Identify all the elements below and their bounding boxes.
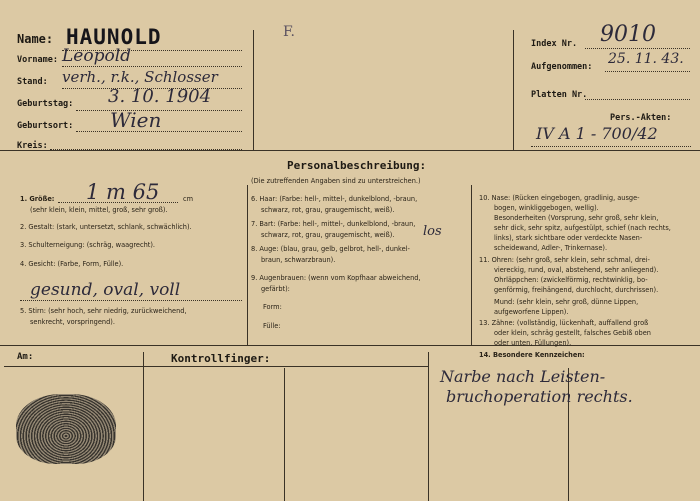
geburtsort-label: Geburtsort:	[17, 121, 74, 131]
divider	[4, 366, 428, 367]
vorname-label: Vorname:	[17, 55, 58, 65]
gesicht-value: gesund, oval, voll	[30, 280, 181, 300]
groesse-line	[58, 202, 178, 203]
brauen-text-2: gefärbt):	[261, 285, 290, 293]
brauen-fuelle: Fülle:	[263, 322, 281, 330]
ohren-text-3: Ohrläppchen: (zwickelförmig, rechtwinklig, bo-	[494, 276, 648, 284]
divider	[0, 150, 700, 151]
bart-text-2: schwarz, rot, grau, graugemischt, weiß).	[261, 231, 395, 239]
mund-text-2: aufgeworfene Lippen).	[494, 308, 569, 316]
narbe-text-2: bruchoperation rechts.	[446, 387, 633, 406]
auge-text-2: braun, schwarzbraun).	[261, 256, 336, 264]
haar-text-1: 6. Haar: (Farbe: hell-, mittel-, dunkelblond, -braun,	[251, 195, 418, 203]
index-line	[585, 48, 690, 49]
divider	[428, 352, 429, 501]
divider	[143, 352, 144, 501]
bart-text-1: 7. Bart: (Farbe: hell-, mittel-, dunkelblond, -braun,	[251, 220, 416, 228]
divider	[471, 185, 472, 345]
aufgenommen-label: Aufgenommen:	[531, 62, 593, 72]
divider	[513, 30, 514, 150]
fingerprint-image	[16, 394, 116, 464]
bart-value: los	[423, 224, 442, 239]
groesse-value: 1 m 65	[86, 180, 160, 204]
persakten-value: IV A 1 - 700/42	[536, 124, 658, 143]
ohren-text-4: genförmig, freihängend, durchlocht, durchrissen).	[494, 286, 659, 294]
nase-text-6: scheidewand, Adler-, Trinkernase).	[494, 244, 608, 252]
geburtstag-value: 3. 10. 1904	[108, 86, 212, 107]
schulter-text: 3. Schulterneigung: (schräg, waagrecht).	[20, 241, 156, 249]
kennzeichen-label: 14. Besondere Kennzeichen:	[479, 351, 585, 359]
brauen-text-1: 9. Augenbrauen: (wenn vom Kopfhaar abweichend,	[251, 274, 421, 282]
aufgenommen-value: 25. 11. 43.	[608, 51, 684, 67]
gesicht-text: 4. Gesicht: (Farbe, Form, Fülle).	[20, 260, 124, 268]
name-value: HAUNOLD	[66, 25, 162, 49]
stirn-text-2: senkrecht, vorspringend).	[30, 318, 115, 326]
groesse-options: (sehr klein, klein, mittel, groß, sehr groß).	[30, 206, 168, 214]
kontrollfinger-label: Kontrollfinger:	[171, 352, 271, 365]
groesse-label: 1. Größe:	[20, 195, 55, 203]
geburtsort-line	[76, 131, 242, 132]
middle-mark: F.	[283, 24, 295, 40]
nase-text-2: bogen, winkliggebogen, wellig).	[494, 204, 599, 212]
auge-text-1: 8. Auge: (blau, grau, gelb, gelbrot, hell-, dunkel-	[251, 245, 410, 253]
index-label: Index Nr.	[531, 39, 578, 49]
stand-label: Stand:	[17, 77, 48, 87]
geburtstag-label: Geburtstag:	[17, 99, 74, 109]
index-value: 9010	[600, 22, 656, 47]
name-label: Name:	[17, 32, 54, 46]
aufgenommen-line	[605, 71, 690, 72]
haar-text-2: schwarz, rot, grau, graugemischt, weiß).	[261, 206, 395, 214]
vorname-value: Leopold	[62, 46, 132, 66]
groesse-unit: cm	[183, 195, 194, 203]
narbe-text-1: Narbe nach Leisten-	[440, 367, 606, 386]
platten-line	[585, 99, 690, 100]
divider	[253, 30, 254, 150]
mund-text-1: Mund: (sehr klein, sehr groß, dünne Lippen,	[494, 298, 639, 306]
nase-text-4: sehr dick, sehr spitz, aufgestülpt, schief (nach rechts,	[494, 224, 671, 232]
vorname-line	[62, 66, 242, 67]
persakten-label: Pers.-Akten:	[610, 113, 672, 123]
gesicht-line	[20, 300, 242, 301]
gestalt-text: 2. Gestalt: (stark, untersetzt, schlank, schwächlich).	[20, 223, 192, 231]
platten-label: Platten Nr.	[531, 90, 588, 100]
personal-title: Personalbeschreibung:	[287, 159, 427, 172]
divider	[284, 368, 285, 501]
stand-value: verh., r.k., Schlosser	[62, 68, 218, 86]
stirn-text-1: 5. Stirn: (sehr hoch, sehr niedrig, zurückweichend,	[20, 307, 187, 315]
persakten-line	[531, 146, 691, 147]
zaehne-text-1: 13. Zähne: (vollständig, lückenhaft, auffallend groß	[479, 319, 649, 327]
divider	[247, 185, 248, 345]
geburtsort-value: Wien	[110, 108, 162, 132]
kreis-label: Kreis:	[17, 141, 48, 151]
personal-subtitle: (Die zutreffenden Angaben sind zu unterstreichen.)	[251, 177, 421, 185]
zaehne-text-3: oder unten, Füllungen).	[494, 339, 572, 347]
nase-text-5: links), stark sichtbare oder verdeckte Nasen-	[494, 234, 643, 242]
ohren-text-1: 11. Ohren: (sehr groß, sehr klein, sehr schmal, drei-	[479, 256, 650, 264]
nase-text-1: 10. Nase: (Rücken eingebogen, gradlinig, ausge-	[479, 194, 640, 202]
zaehne-text-2: oder klein, schräg gestellt, falsches Gebiß oben	[494, 329, 651, 337]
divider	[0, 345, 700, 346]
am-label: Am:	[17, 352, 34, 362]
brauen-form: Form:	[263, 303, 282, 311]
ohren-text-2: viereckig, rund, oval, abstehend, sehr anliegend).	[494, 266, 659, 274]
nase-text-3: Besonderheiten (Vorsprung, sehr groß, sehr klein,	[494, 214, 659, 222]
kreis-line	[50, 149, 242, 150]
